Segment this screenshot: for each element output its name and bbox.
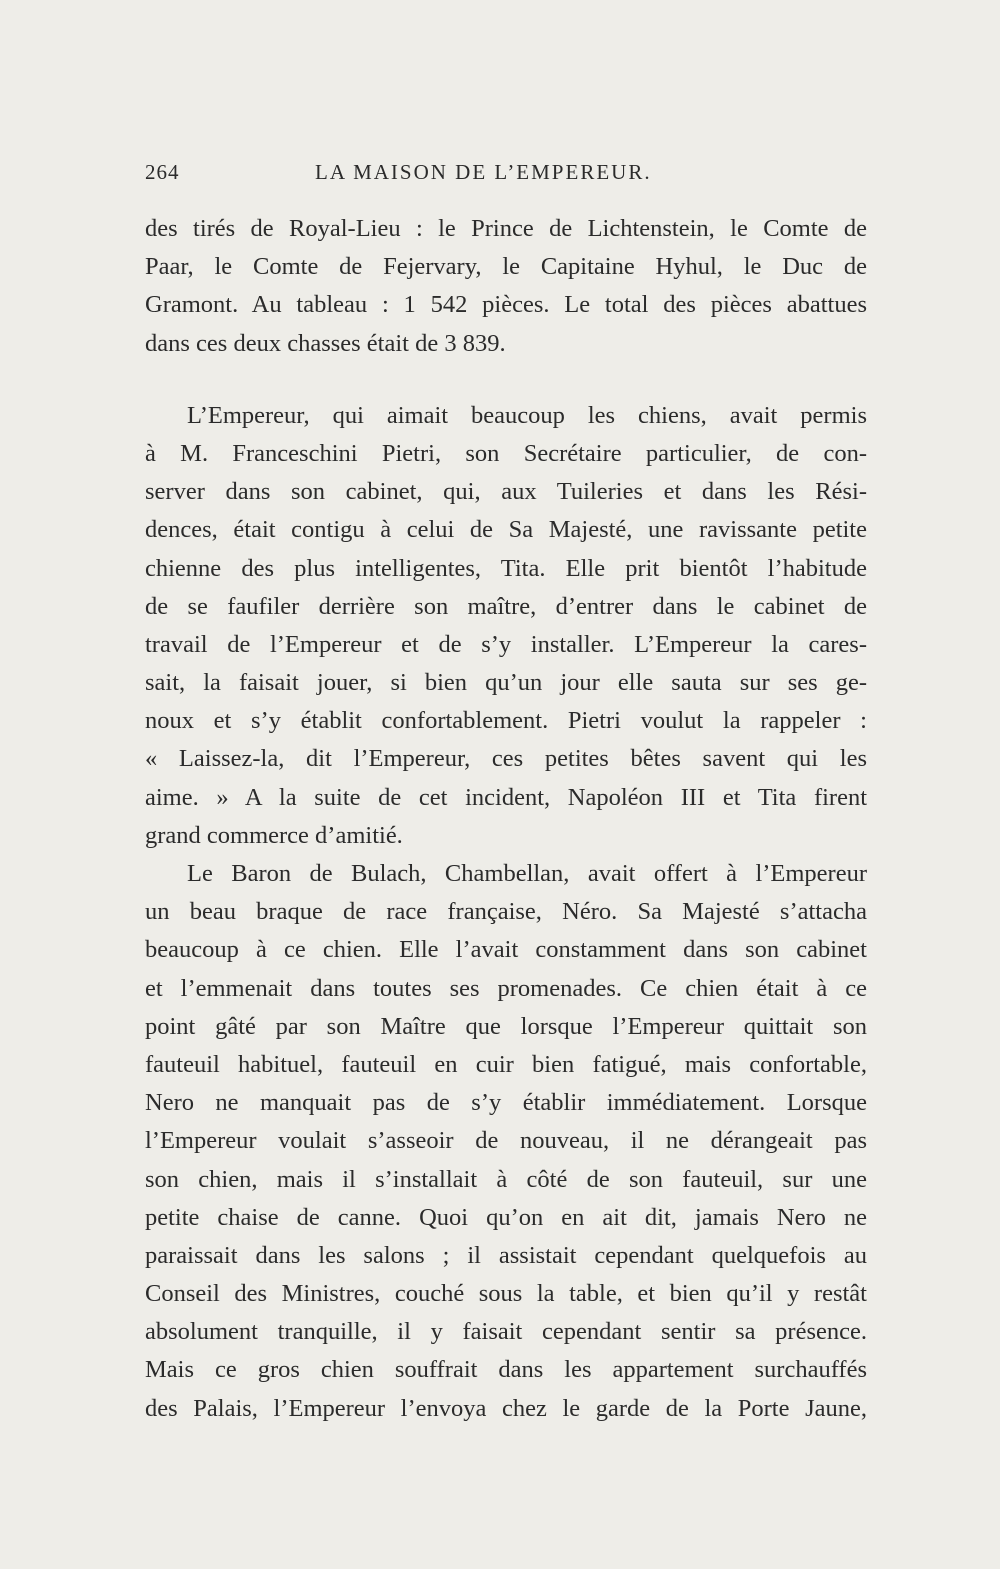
text-line: grand commerce d’amitié.: [145, 821, 403, 849]
text-line: Conseil des Ministres, couché sous la table, et bien qu’il y restât: [145, 1280, 867, 1308]
text-line: dences, était contigu à celui de Sa Majesté, une ravissante petite: [145, 516, 867, 544]
text-line: des tirés de Royal-Lieu : le Prince de Lichtenstein, le Comte de: [145, 215, 867, 242]
text-line: son chien, mais il s’installait à côté de son fauteuil, sur une: [145, 1165, 867, 1193]
page-header: [145, 160, 867, 190]
text-line: noux et s’y établit confortablement. Pietri voulut la rappeler :: [145, 707, 867, 735]
text-line: dans ces deux chasses était de 3 839.: [145, 329, 506, 357]
text-line: l’Empereur voulait s’asseoir de nouveau, il ne dérangeait pas: [145, 1127, 867, 1155]
text-line: un beau braque de race française, Néro. Sa Majesté s’attacha: [145, 898, 867, 926]
text-line: travail de l’Empereur et de s’y installer. L’Empereur la cares-: [145, 630, 867, 658]
text-line: aime. » A la suite de cet incident, Napoléon III et Tita firent: [145, 783, 867, 811]
text-line: absolument tranquille, il y faisait cependant sentir sa présence.: [145, 1318, 867, 1346]
body-text: [145, 210, 867, 1428]
paragraph-gap: [145, 363, 867, 397]
text-line: sait, la faisait jouer, si bien qu’un jour elle sauta sur ses ge-: [145, 669, 867, 697]
text-line: paraissait dans les salons ; il assistait cependant quelquefois au: [145, 1241, 867, 1269]
text-line: server dans son cabinet, qui, aux Tuileries et dans les Rési-: [145, 478, 867, 506]
text-line: Paar, le Comte de Fejervary, le Capitaine Hyhul, le Duc de: [145, 253, 867, 281]
text-line: « Laissez-la, dit l’Empereur, ces petites bêtes savent qui les: [145, 745, 867, 773]
text-line: à M. Franceschini Pietri, son Secrétaire particulier, de con-: [145, 439, 867, 467]
running-title: LA MAISON DE L’EMPEREUR.: [315, 160, 652, 184]
text-line: et l’emmenait dans toutes ses promenades. Ce chien était à ce: [145, 974, 867, 1002]
paragraph-2: [145, 397, 867, 855]
paragraph-3: [145, 855, 867, 1428]
text-line: Nero ne manquait pas de s’y établir immédiatement. Lorsque: [145, 1089, 867, 1117]
paragraph-1: [145, 210, 867, 363]
text-line: petite chaise de canne. Quoi qu’on en ait dit, jamais Nero ne: [145, 1203, 867, 1231]
text-line: fauteuil habituel, fauteuil en cuir bien fatigué, mais confortable,: [145, 1050, 867, 1078]
text-line: des Palais, l’Empereur l’envoya chez le garde de la Porte Jaune,: [145, 1394, 867, 1422]
page-number: 264: [145, 160, 180, 184]
text-line: Mais ce gros chien souffrait dans les appartement surchauffés: [145, 1356, 867, 1384]
text-line: beaucoup à ce chien. Elle l’avait constamment dans son cabinet: [145, 936, 867, 964]
text-line: L’Empereur, qui aimait beaucoup les chiens, avait permis: [187, 401, 867, 429]
text-line: point gâté par son Maître que lorsque l’Empereur quittait son: [145, 1012, 867, 1040]
text-line: de se faufiler derrière son maître, d’entrer dans le cabinet de: [145, 592, 867, 620]
text-line: Gramont. Au tableau : 1 542 pièces. Le total des pièces abattues: [145, 291, 867, 319]
text-line: Le Baron de Bulach, Chambellan, avait offert à l’Empereur: [187, 860, 867, 887]
text-line: chienne des plus intelligentes, Tita. Elle prit bientôt l’habitude: [145, 554, 867, 582]
